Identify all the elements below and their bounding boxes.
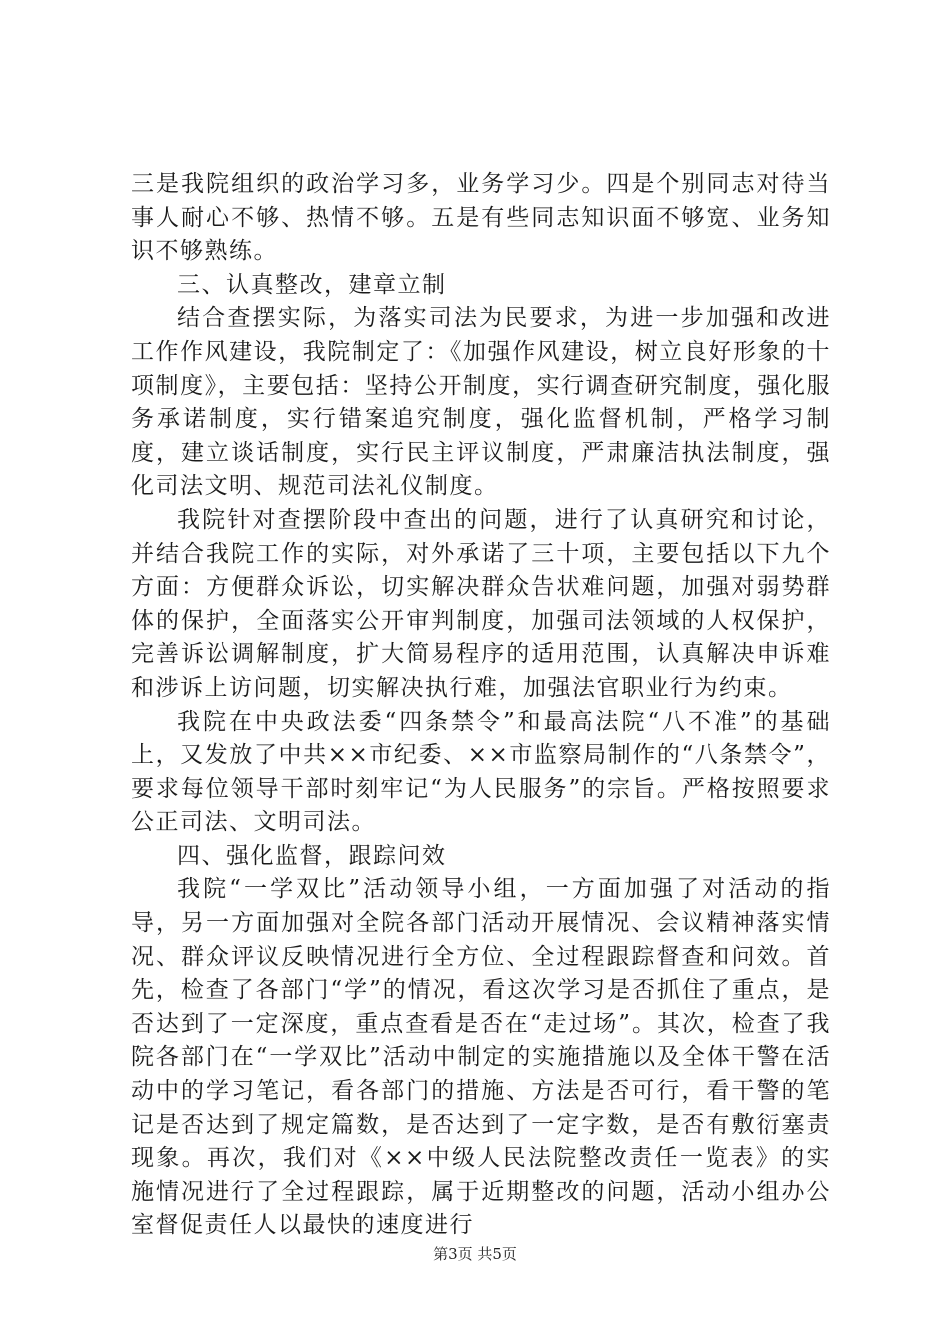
paragraph: 我院针对查摆阶段中查出的问题，进行了认真研究和讨论，并结合我院工作的实际，对外承诺了三十项，主要包括以下九个方面：方便群众诉讼，切实解决群众告状难问题，加强对弱势群体的保护，全面落实公开审判制度，加强司法领域的人权保护，完善诉讼调解制度，扩大简易程序的适用范围，认真解决申诉难和涉诉上访问题，切实解决执行难，加强法官职业行为约束。	[131, 506, 831, 701]
paragraph-continuation: 三是我院组织的政治学习多，业务学习少。四是个别同志对待当事人耐心不够、热情不够。五是有些同志知识面不够宽、业务知识不够熟练。	[131, 171, 831, 265]
section-heading-3: 三、认真整改，建章立制	[177, 271, 447, 298]
paragraph: 结合查摆实际，为落实司法为民要求，为进一步加强和改进工作作风建设，我院制定了：《加强作风建设，树立良好形象的十项制度》，主要包括：坚持公开制度，实行调查研究制度，强化服务承诺制度，实行错案追究制度，强化监督机制，严格学习制度，建立谈话制度，实行民主评议制度，严肃廉洁执法制度，强化司法文明、规范司法礼仪制度。	[131, 305, 831, 500]
body-text	[131, 168, 831, 1243]
section-heading-4: 四、强化监督，跟踪问效	[177, 842, 447, 869]
page-footer: 第3页 共5页	[433, 1245, 517, 1263]
paragraph: 我院在中央政法委“四条禁令”和最高法院“八不准”的基础上，又发放了中共××市纪委、××市监察局制作的“八条禁令”，要求每位领导干部时刻牢记“为人民服务”的宗旨。严格按照要求公正司法、文明司法。	[131, 708, 831, 836]
paragraph: 我院“一学双比”活动领导小组，一方面加强了对活动的指导，另一方面加强对全院各部门活动开展情况、会议精神落实情况、群众评议反映情况进行全方位、全过程跟踪督查和问效。首先，检查了各部门“学”的情况，看这次学习是否抓住了重点，是否达到了一定深度，重点查看是否在“走过场”。其次，检查了我院各部门在“一学双比”活动中制定的实施措施以及全体干警在活动中的学习笔记，看各部门的措施、方法是否可行，看干警的笔记是否达到了规定篇数，是否达到了一定字数，是否有敷衍塞责现象。再次，我们对《××中级人民法院整改责任一览表》的实施情况进行了全过程跟踪，属于近期整改的问题，活动小组办公室督促责任人以最快的速度进行	[131, 876, 831, 1239]
